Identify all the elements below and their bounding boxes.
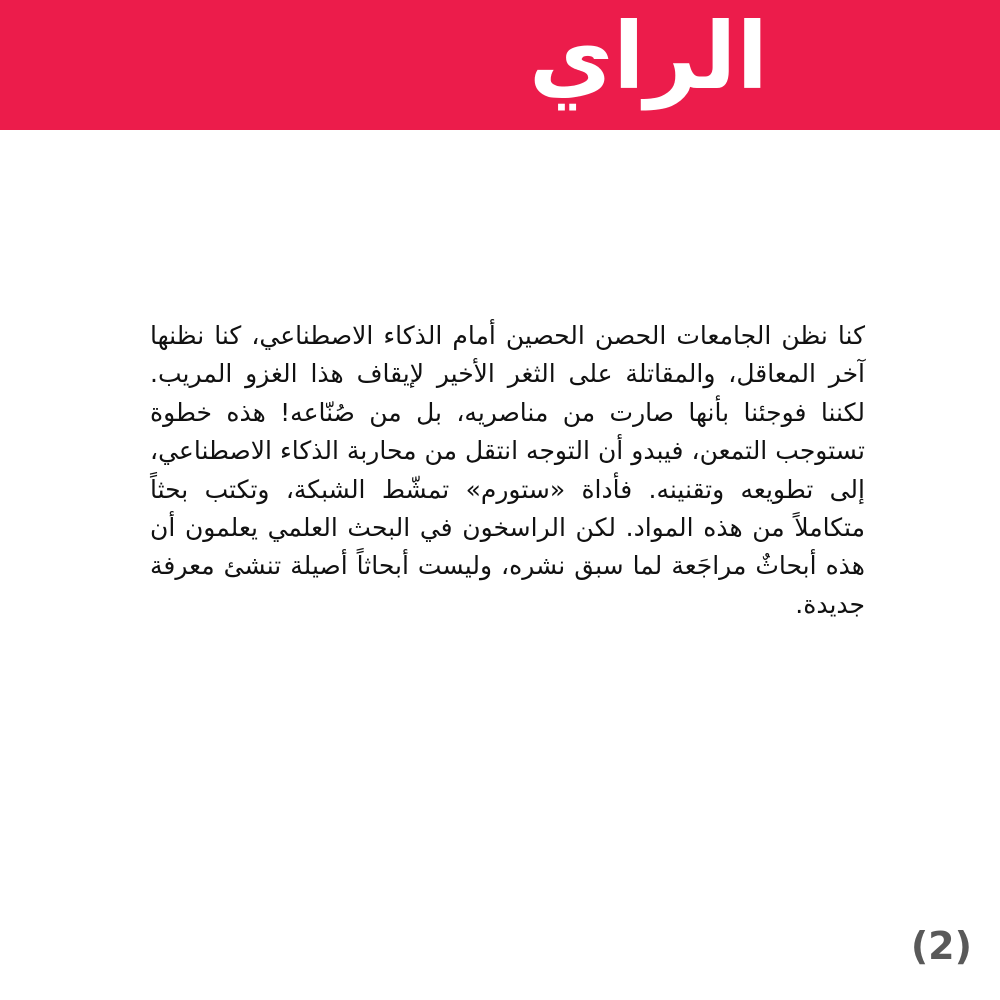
- header-bar: [0, 0, 1000, 130]
- page-number: (2): [910, 924, 972, 968]
- logo: الراي: [528, 3, 768, 110]
- article-body: كنا نظن الجامعات الحصن الحصين أمام الذكاء الاصطناعي، كنا نظنها آخر المعاقل، والمقاتلة على الثغر الأخير لإيقاف هذا الغزو المريب. لكننا فوجئنا بأنها صارت من مناصريه، بل من صُنّاعه! هذه خطوة تستوجب التمعن، فيبدو أن التوجه انتقل من محاربة الذكاء الاصطناعي، إلى تطويعه وتقنينه. فأداة «ستورم» تمشّط الشبكة، وتكتب بحثاً متكاملاً من هذه المواد. لكن الراسخون في البحث العلمي يعلمون أن هذه أبحاثٌ مراجَعة لما سبق نشره، وليست أبحاثاً أصيلة تنشئ معرفة جديدة.: [150, 321, 865, 619]
